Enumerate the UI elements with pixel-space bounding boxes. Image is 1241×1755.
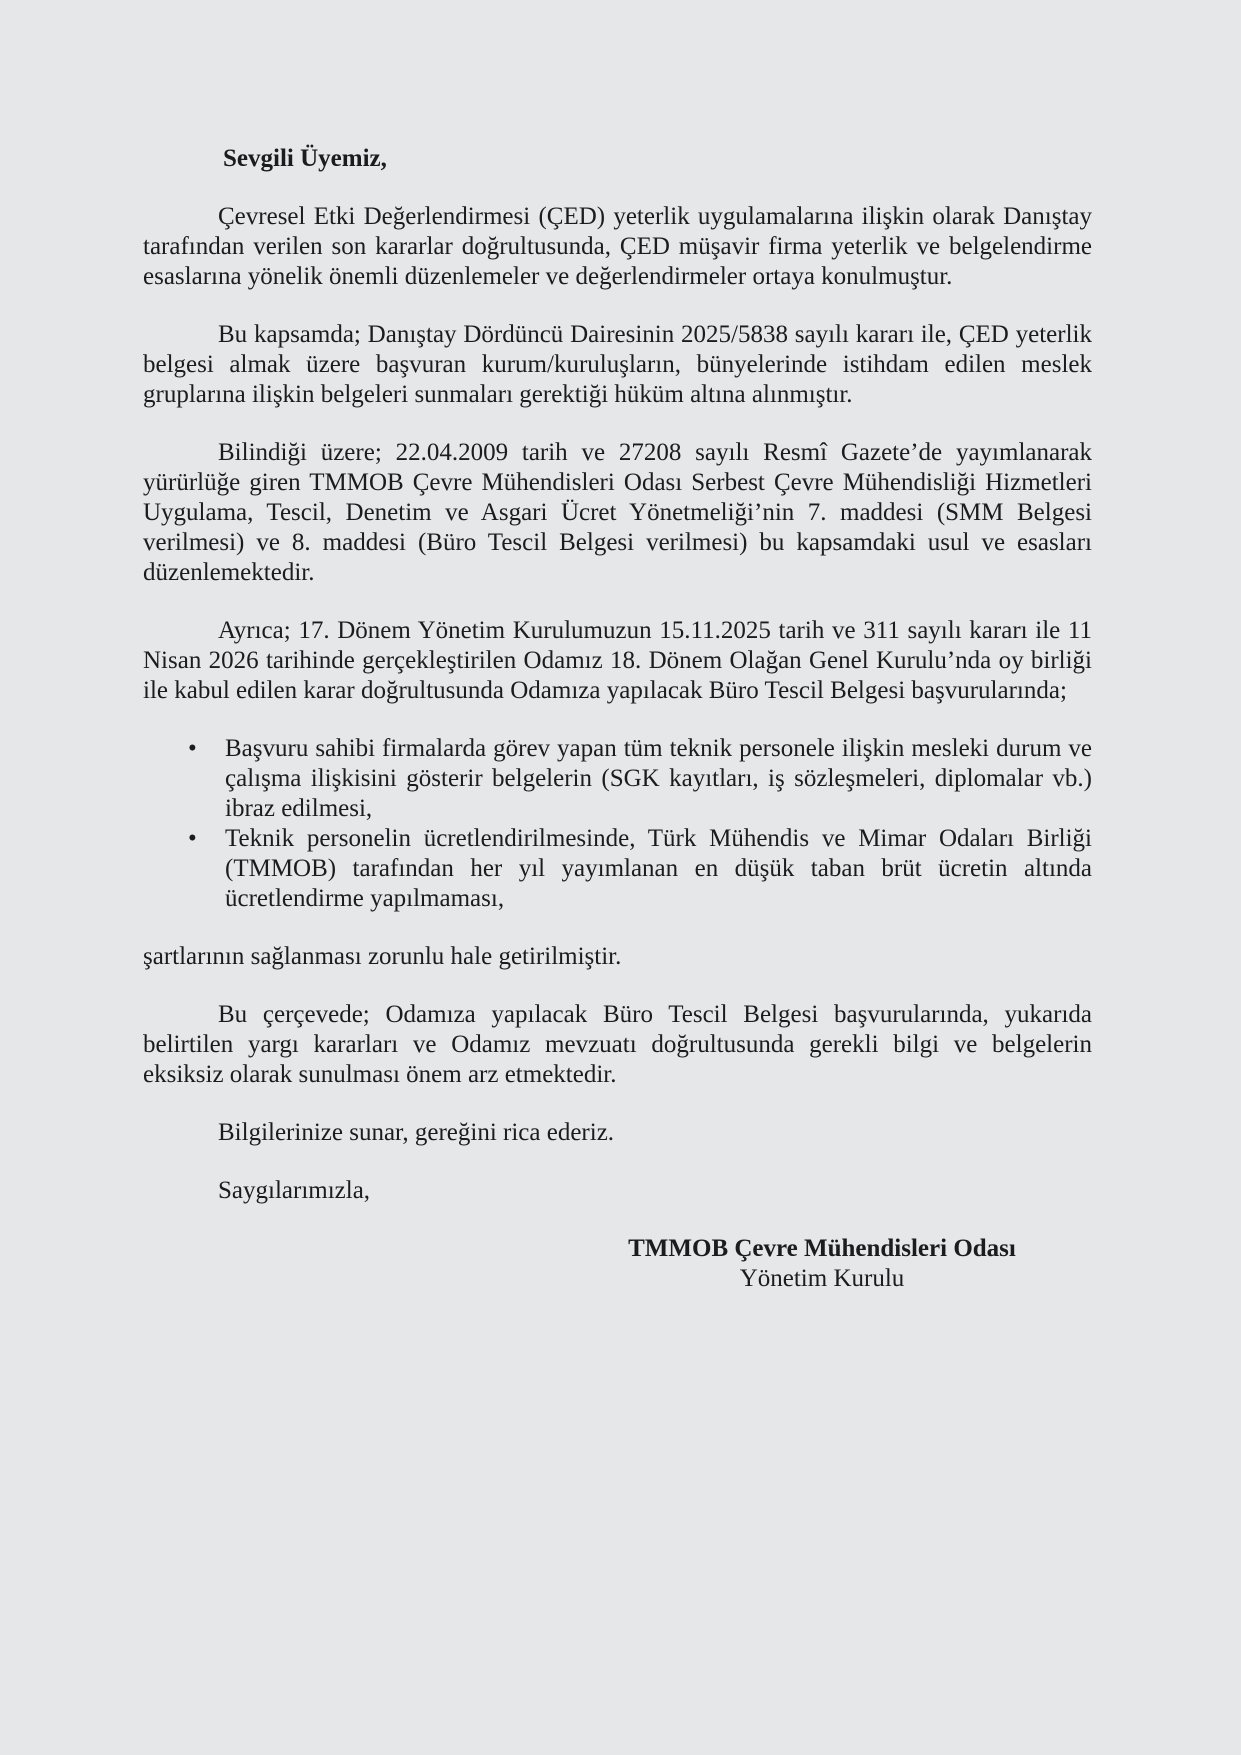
signature-unit: Yönetim Kurulu (739, 1265, 905, 1292)
signature-organization: TMMOB Çevre Mühendisleri Odası (628, 1235, 1016, 1262)
paragraph-conclusion: Bu çerçevede; Odamıza yapılacak Büro Tescil Belgesi başvurularında, yukarıda belirtilen yargı kararları ve Odamız mevzuatı doğrultusunda gerekli bilgi ve belgelerin eksiksiz olarak sunulması önem arz etmektedir. (143, 1001, 1092, 1088)
requirements-list (143, 734, 1092, 914)
salutation: Sevgili Üyemiz, (223, 145, 387, 172)
list-item (143, 734, 1092, 824)
bullet-icon: • (188, 825, 197, 852)
paragraph-board-decision: Ayrıca; 17. Dönem Yönetim Kurulumuzun 15.11.2025 tarih ve 311 sayılı kararı ile 11 Nisan 2026 tarihinde gerçekleştirilen Odamız 18. Dönem Olağan Genel Kurulu’nda oy birliği ile kabul edilen karar doğrultusunda Odamıza yapılacak Büro Tescil Belgesi başvurularında; (143, 617, 1092, 704)
conditions-clause: şartlarının sağlanması zorunlu hale getirilmiştir. (143, 943, 622, 970)
paragraph-intro: Çevresel Etki Değerlendirmesi (ÇED) yeterlik uygulamalarına ilişkin olarak Danıştay tarafından verilen son kararlar doğrultusunda, ÇED müşavir firma yeterlik ve belgelendirme esaslarına yönelik önemli düzenlemeler ve değerlendirmeler ortaya konulmuştur. (143, 203, 1092, 290)
list-item (143, 824, 1092, 914)
bullet-item-text: Teknik personelin ücretlendirilmesinde, Türk Mühendis ve Mimar Odaları Birliği (TMMOB) tarafından her yıl yayımlanan en düşük taban brüt ücretin altında ücretlendirme yapılmaması, (225, 825, 1092, 912)
paragraph-regulation: Bilindiği üzere; 22.04.2009 tarih ve 27208 sayılı Resmî Gazete’de yayımlanarak yürürlüğe giren TMMOB Çevre Mühendisleri Odası Serbest Çevre Mühendisliği Hizmetleri Uygulama, Tescil, Denetim ve Asgari Ücret Yönetmeliği’nin 7. maddesi (SMM Belgesi verilmesi) ve 8. maddesi (Büro Tescil Belgesi verilmesi) bu kapsamdaki usul ve esasları düzenlemektedir. (143, 439, 1092, 586)
bullet-item-text: Başvuru sahibi firmalarda görev yapan tüm teknik personele ilişkin mesleki durum ve çalışma ilişkisini gösterir belgelerin (SGK kayıtları, iş sözleşmeleri, diplomalar vb.) ibraz edilmesi, (225, 735, 1092, 822)
signature-block (592, 1234, 1052, 1294)
closing-line: Bilgilerinize sunar, gereğini rica ederiz. (218, 1119, 615, 1146)
paragraph-danistay-decision: Bu kapsamda; Danıştay Dördüncü Dairesinin 2025/5838 sayılı kararı ile, ÇED yeterlik belgesi almak üzere başvuran kurum/kuruluşların, bünyelerinde istihdam edilen meslek gruplarına ilişkin belgeleri sunmaları gerektiği hüküm altına alınmıştır. (143, 321, 1092, 408)
bullet-icon: • (188, 735, 197, 762)
regards-line: Saygılarımızla, (218, 1177, 371, 1204)
